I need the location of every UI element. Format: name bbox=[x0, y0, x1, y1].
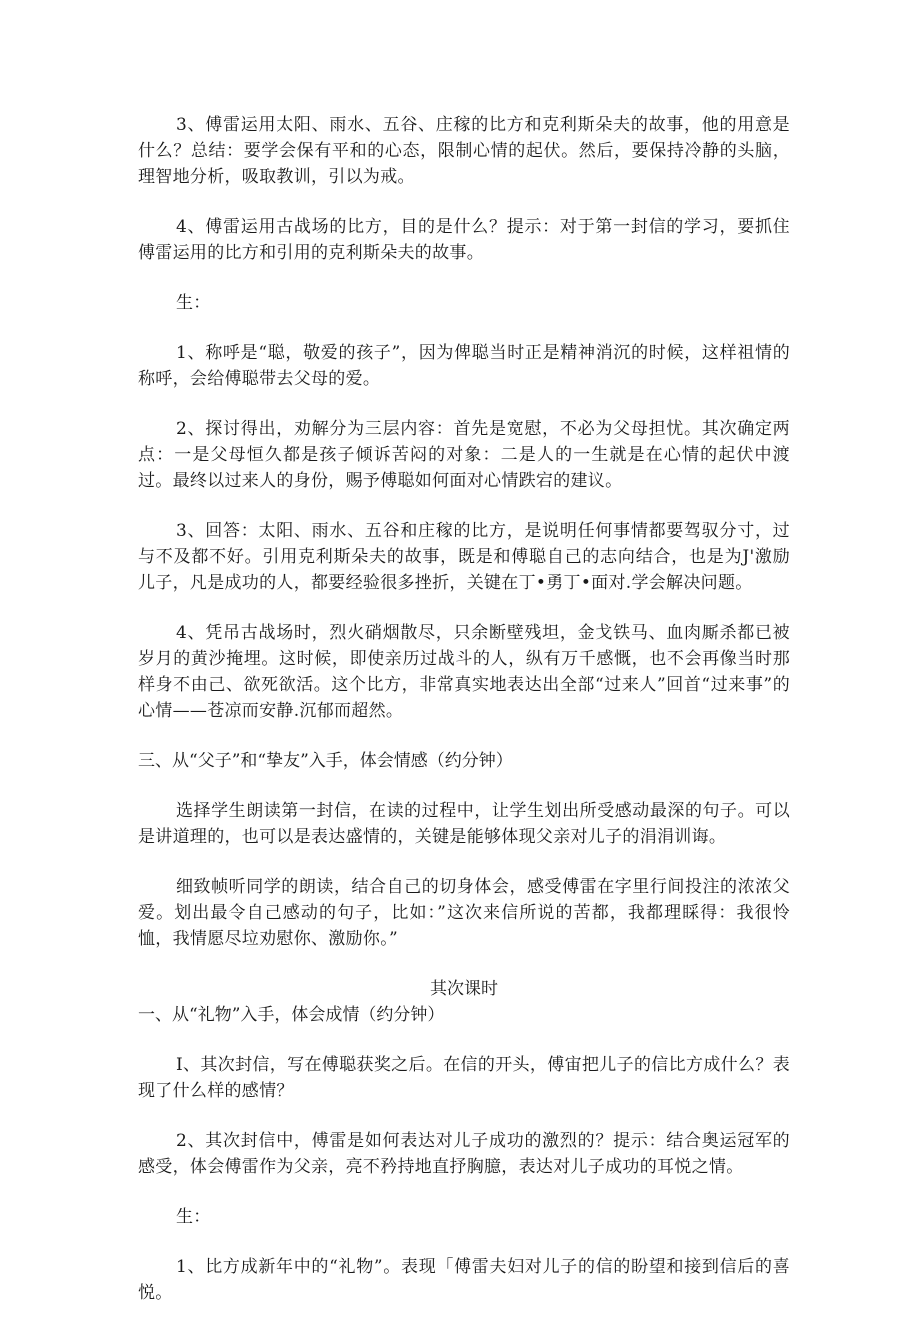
lesson-title: 其次课时 bbox=[430, 979, 498, 999]
section-1-student-label: 生： bbox=[176, 1207, 211, 1227]
paragraph-answer-1: 1、称呼是“聪，敬爱的孩子”，因为俾聪当时正是精神消沉的时候，这样祖情的称呼，会给傅聪带去父母的爱。 bbox=[138, 343, 790, 389]
paragraph-question-3: 3、傅雷运用太阳、雨水、五谷、庄稼的比方和克利斯朵夫的故事，他的用意是什么？总结：要学会保有平和的心态，限制心情的起伏。然后，要保持冷静的头脑，理智地分析，吸取教训，引以为戒。 bbox=[138, 115, 790, 187]
paragraph-student-label: 生： bbox=[176, 293, 211, 313]
section-3-heading: 三、从“父子”和“挚友”入手，体会情感（约分钟） bbox=[138, 751, 513, 771]
paragraph-answer-2: 2、探讨得出，劝解分为三层内容：首先是宽慰，不必为父母担忧。其次确定两点：一是父母恒久都是孩子倾诉苦闷的对象：二是人的一生就是在心情的起伏中渡过。最终以过来人的身份，赐予傅聪如何面对心情跌宕的建议。 bbox=[138, 419, 790, 491]
section-1-heading: 一、从“礼物”入手，体会成情（约分钟） bbox=[138, 1005, 445, 1025]
section-1-answer-1: 1、比方成新年中的“礼物”。表现「傅雷夫妇对儿子的信的盼望和接到信后的喜悦。 bbox=[138, 1257, 790, 1303]
paragraph-question-4: 4、傅雷运用古战场的比方，目的是什么？提示：对于第一封信的学习，要抓住傅雷运用的比方和引用的克利斯朵夫的故事。 bbox=[138, 217, 790, 263]
document-body bbox=[138, 112, 790, 1330]
section-3-paragraph-2: 细致帧听同学的朗读，结合自己的切身体会，感受傅雷在字里行间投注的浓浓父爱。划出最令自己感动的句子，比如：”这次来信所说的苦都，我都理睬得：我很怜恤，我情愿尽垃劝慰你、激励你。” bbox=[138, 877, 790, 949]
section-1-question-2: 2、其次封信中，傅雷是如何表达对儿子成功的激烈的？提示：结合奥运冠军的感受，体会傅雷作为父亲，亮不矜持地直抒胸臆，表达对儿子成功的耳悦之情。 bbox=[138, 1131, 790, 1177]
paragraph-answer-3: 3、回答：太阳、雨水、五谷和庄稼的比方，是说明任何事情都要驾驭分寸，过与不及都不好。引用克利斯朵夫的故事，既是和傅聪自己的志向结合，也是为J'激励儿子，凡是成功的人，都要经验很多挫折，关键在丁•勇丁•面对.学会解决问题。 bbox=[138, 521, 790, 593]
section-1-question-1: I、其次封信，写在傅聪获奖之后。在信的开头，傅宙把儿子的信比方成什么？表现了什么样的感情？ bbox=[138, 1055, 790, 1101]
section-3-paragraph-1: 选择学生朗读第一封信，在读的过程中，让学生划出所受感动最深的句子。可以是讲道理的，也可以是表达盛情的，关键是能够体现父亲对儿子的涓涓训诲。 bbox=[138, 801, 790, 847]
paragraph-answer-4: 4、凭吊古战场时，烈火硝烟散尽，只余断壁残坦，金戈铁马、血肉厮杀都已被岁月的黄沙掩埋。这时候，即使亲历过战斗的人，纵有万千感慨，也不会再像当时那样身不由己、欲死欲活。这个比方，非常真实地表达出全部“过来人”回首“过来事”的心情——苍凉而安静.沉郁而超然。 bbox=[138, 623, 790, 721]
